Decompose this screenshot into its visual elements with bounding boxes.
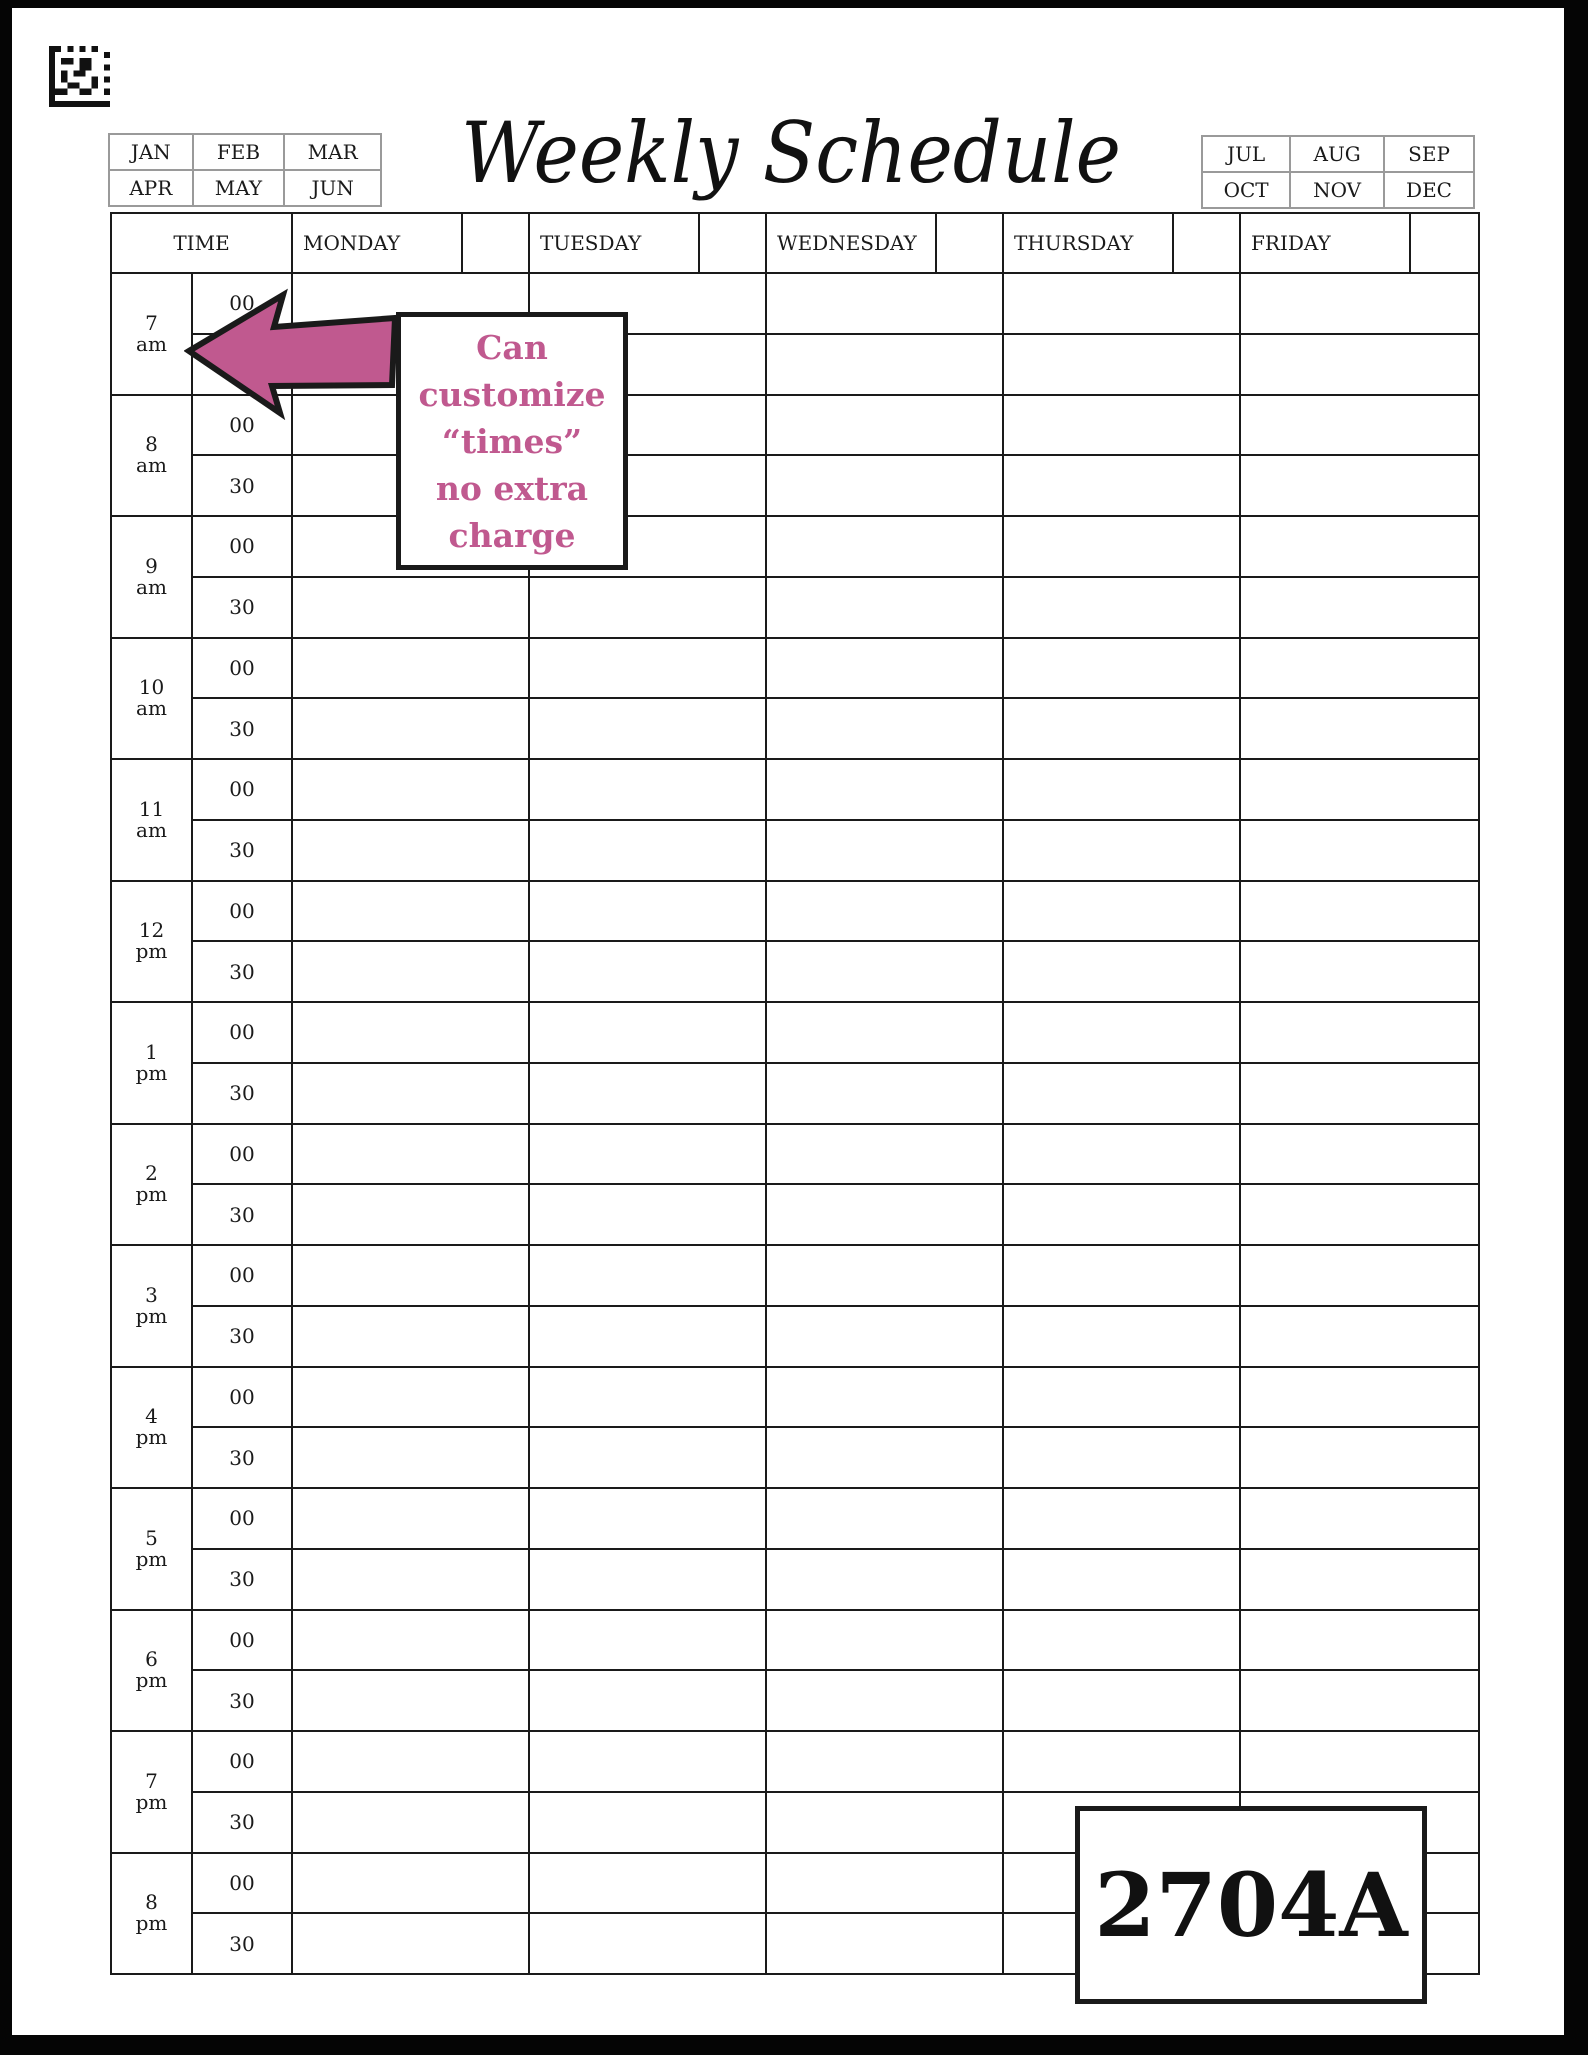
hour-label [111, 1853, 192, 1975]
schedule-cell[interactable] [529, 1367, 766, 1428]
hour-period: pm [135, 1546, 168, 1571]
hour-label [111, 1124, 192, 1246]
schedule-cell[interactable] [1003, 1063, 1240, 1124]
month-aug: AUG [1290, 136, 1384, 172]
schedule-cell[interactable] [1240, 577, 1479, 638]
schedule-cell[interactable] [292, 1549, 529, 1610]
schedule-cell[interactable] [292, 1427, 529, 1488]
hour-label [111, 638, 192, 760]
time-header: TIME [111, 213, 292, 273]
time-slot-row [111, 1670, 1479, 1731]
month-dec: DEC [1384, 172, 1474, 208]
minute-label: 00 [192, 1731, 292, 1792]
schedule-cell[interactable] [292, 1245, 529, 1306]
arrow-left-icon [184, 285, 404, 420]
schedule-cell[interactable] [292, 1367, 529, 1428]
schedule-cell[interactable] [766, 1488, 1003, 1549]
minute-label: 30 [192, 1792, 292, 1853]
schedule-cell[interactable] [766, 1670, 1003, 1731]
schedule-cell[interactable] [1003, 1245, 1240, 1306]
schedule-cell[interactable] [766, 1245, 1003, 1306]
schedule-cell[interactable] [1003, 759, 1240, 820]
schedule-cell[interactable] [1003, 1124, 1240, 1185]
minute-label: 00 [192, 759, 292, 820]
schedule-cell[interactable] [766, 1731, 1003, 1792]
schedule-cell[interactable] [529, 820, 766, 881]
schedule-cell[interactable] [1003, 455, 1240, 516]
time-slot-row [111, 1002, 1479, 1063]
schedule-cell[interactable] [766, 1002, 1003, 1063]
minute-label: 00 [192, 1245, 292, 1306]
schedule-cell[interactable] [292, 941, 529, 1002]
schedule-cell[interactable] [529, 1063, 766, 1124]
schedule-cell[interactable] [1003, 941, 1240, 1002]
day-header-friday: FRIDAY [1240, 213, 1410, 273]
schedule-cell[interactable] [766, 516, 1003, 577]
time-slot-row [111, 1610, 1479, 1671]
time-slot-row [111, 1488, 1479, 1549]
schedule-cell[interactable] [529, 1002, 766, 1063]
svg-text:Weekly Schedule: Weekly Schedule [461, 104, 1121, 202]
time-slot-row [111, 1184, 1479, 1245]
schedule-cell[interactable] [292, 1792, 529, 1853]
time-slot-row [111, 881, 1479, 942]
hour-period: am [136, 817, 167, 842]
hour-number: 4 [145, 1404, 158, 1429]
schedule-cell[interactable] [292, 698, 529, 759]
month-selector-right [1201, 135, 1475, 209]
minute-label: 00 [192, 881, 292, 942]
minute-label: 30 [192, 1184, 292, 1245]
schedule-cell[interactable] [766, 334, 1003, 395]
time-slot-row [111, 577, 1479, 638]
schedule-cell[interactable] [766, 1367, 1003, 1428]
day-header-extra [936, 213, 1003, 273]
minute-label: 00 [192, 1002, 292, 1063]
schedule-cell[interactable] [1240, 1002, 1479, 1063]
hour-label [111, 759, 192, 881]
schedule-cell[interactable] [1240, 1124, 1479, 1185]
schedule-cell[interactable] [529, 1853, 766, 1914]
schedule-cell[interactable] [529, 577, 766, 638]
schedule-cell[interactable] [292, 1731, 529, 1792]
time-slot-row [111, 1731, 1479, 1792]
schedule-cell[interactable] [529, 1124, 766, 1185]
schedule-cell[interactable] [529, 1245, 766, 1306]
schedule-cell[interactable] [766, 1913, 1003, 1974]
time-slot-row [111, 516, 1479, 577]
schedule-cell[interactable] [766, 1853, 1003, 1914]
hour-number: 12 [138, 918, 165, 943]
hour-period: pm [135, 1668, 168, 1693]
hour-label [111, 1367, 192, 1489]
schedule-cell[interactable] [1003, 1549, 1240, 1610]
hour-period: pm [135, 939, 168, 964]
schedule-cell[interactable] [529, 759, 766, 820]
schedule-cell[interactable] [292, 820, 529, 881]
schedule-cell[interactable] [1003, 1427, 1240, 1488]
hour-number: 6 [145, 1647, 158, 1672]
schedule-cell[interactable] [1240, 334, 1479, 395]
schedule-cell[interactable] [1003, 1670, 1240, 1731]
schedule-cell[interactable] [1003, 820, 1240, 881]
day-header-thursday: THURSDAY [1003, 213, 1173, 273]
schedule-cell[interactable] [292, 1670, 529, 1731]
minute-label: 30 [192, 1913, 292, 1974]
datamatrix-code [49, 46, 110, 107]
day-header-extra [699, 213, 766, 273]
hour-period: pm [135, 1060, 168, 1085]
schedule-cell[interactable] [766, 941, 1003, 1002]
minute-label: 00 [192, 516, 292, 577]
schedule-cell[interactable] [292, 1002, 529, 1063]
month-nov: NOV [1290, 172, 1384, 208]
hour-period: am [136, 696, 167, 721]
schedule-cell[interactable] [1240, 1367, 1479, 1428]
schedule-cell[interactable] [766, 1610, 1003, 1671]
schedule-cell[interactable] [1240, 273, 1479, 334]
month-may: MAY [193, 170, 285, 206]
schedule-cell[interactable] [529, 1427, 766, 1488]
schedule-cell[interactable] [292, 1853, 529, 1914]
schedule-cell[interactable] [1240, 1245, 1479, 1306]
schedule-cell[interactable] [766, 820, 1003, 881]
hour-number: 9 [145, 553, 158, 578]
minute-label: 00 [192, 1488, 292, 1549]
schedule-cell[interactable] [766, 455, 1003, 516]
schedule-cell[interactable] [1003, 577, 1240, 638]
minute-label: 30 [192, 820, 292, 881]
minute-label: 30 [192, 698, 292, 759]
schedule-cell[interactable] [766, 273, 1003, 334]
schedule-cell[interactable] [1240, 1184, 1479, 1245]
schedule-cell[interactable] [766, 1306, 1003, 1367]
schedule-cell[interactable] [1240, 638, 1479, 699]
schedule-cell[interactable] [766, 1792, 1003, 1853]
time-slot-row [111, 941, 1479, 1002]
callout-text: Can customize “times” no extra charge [418, 327, 606, 555]
schedule-cell[interactable] [1240, 1731, 1479, 1792]
hour-number: 1 [145, 1039, 158, 1064]
schedule-cell[interactable] [1240, 759, 1479, 820]
hour-period: am [136, 453, 167, 478]
schedule-cell[interactable] [529, 1792, 766, 1853]
schedule-cell[interactable] [529, 941, 766, 1002]
day-header-extra [1410, 213, 1479, 273]
month-apr: APR [109, 170, 193, 206]
minute-label: 30 [192, 941, 292, 1002]
schedule-cell[interactable] [529, 1184, 766, 1245]
schedule-cell[interactable] [529, 1670, 766, 1731]
day-header-tuesday: TUESDAY [529, 213, 699, 273]
schedule-cell[interactable] [1003, 881, 1240, 942]
hour-number: 8 [145, 432, 158, 457]
schedule-cell[interactable] [1240, 1488, 1479, 1549]
schedule-cell[interactable] [529, 1913, 766, 1974]
schedule-cell[interactable] [529, 1731, 766, 1792]
schedule-cell[interactable] [1003, 1002, 1240, 1063]
minute-label: 30 [192, 1670, 292, 1731]
schedule-cell[interactable] [1240, 1610, 1479, 1671]
hour-number: 8 [145, 1890, 158, 1915]
schedule-cell[interactable] [1003, 1367, 1240, 1428]
schedule-cell[interactable] [766, 881, 1003, 942]
schedule-cell[interactable] [292, 1124, 529, 1185]
minute-label: 30 [192, 1549, 292, 1610]
month-jan: JAN [109, 134, 193, 170]
month-sep: SEP [1384, 136, 1474, 172]
schedule-cell[interactable] [766, 1549, 1003, 1610]
hour-number: 3 [145, 1282, 158, 1307]
schedule-cell[interactable] [1240, 455, 1479, 516]
schedule-cell[interactable] [766, 1427, 1003, 1488]
schedule-cell[interactable] [292, 881, 529, 942]
schedule-cell[interactable] [1003, 516, 1240, 577]
schedule-cell[interactable] [1003, 638, 1240, 699]
month-oct: OCT [1202, 172, 1290, 208]
time-slot-row [111, 638, 1479, 699]
schedule-grid [110, 212, 1480, 1975]
minute-label: 00 [192, 638, 292, 699]
minute-label: 00 [192, 395, 292, 456]
hour-label [111, 881, 192, 1003]
hour-label [111, 273, 192, 395]
schedule-cell[interactable] [292, 1184, 529, 1245]
month-selector-left [108, 133, 382, 207]
schedule-cell[interactable] [529, 1488, 766, 1549]
time-slot-row [111, 1306, 1479, 1367]
time-slot-row [111, 1549, 1479, 1610]
hour-number: 7 [145, 1768, 158, 1793]
product-code-box [1075, 1806, 1427, 2004]
hour-number: 10 [138, 675, 165, 700]
schedule-cell[interactable] [292, 638, 529, 699]
schedule-cell[interactable] [766, 395, 1003, 456]
day-header-wednesday: WEDNESDAY [766, 213, 936, 273]
schedule-cell[interactable] [292, 759, 529, 820]
time-slot-row [111, 759, 1479, 820]
schedule-cell[interactable] [529, 1549, 766, 1610]
month-jun: JUN [284, 170, 381, 206]
minute-label: 00 [192, 273, 292, 334]
month-mar: MAR [284, 134, 381, 170]
schedule-cell[interactable] [766, 638, 1003, 699]
hour-number: 2 [145, 1161, 158, 1186]
time-slot-row [111, 455, 1479, 516]
hour-number: 11 [138, 796, 165, 821]
schedule-cell[interactable] [1240, 820, 1479, 881]
month-feb: FEB [193, 134, 285, 170]
schedule-cell[interactable] [529, 1306, 766, 1367]
time-slot-row [111, 1063, 1479, 1124]
schedule-cell[interactable] [292, 1610, 529, 1671]
schedule-cell[interactable] [292, 1488, 529, 1549]
schedule-cell[interactable] [1240, 881, 1479, 942]
time-slot-row [111, 1124, 1479, 1185]
schedule-cell[interactable] [766, 1184, 1003, 1245]
hour-period: am [136, 331, 167, 356]
time-slot-row [111, 1245, 1479, 1306]
schedule-cell[interactable] [1003, 395, 1240, 456]
hour-label [111, 516, 192, 638]
day-header-monday: MONDAY [292, 213, 462, 273]
hour-label [111, 1002, 192, 1124]
minute-label: 00 [192, 1610, 292, 1671]
schedule-cell[interactable] [1240, 1063, 1479, 1124]
minute-label: 30 [192, 1427, 292, 1488]
schedule-cell[interactable] [1240, 1670, 1479, 1731]
schedule-cell[interactable] [292, 1306, 529, 1367]
schedule-cell[interactable] [766, 1124, 1003, 1185]
schedule-cell[interactable] [529, 1610, 766, 1671]
schedule-cell[interactable] [1003, 1488, 1240, 1549]
day-header-extra [462, 213, 529, 273]
schedule-cell[interactable] [1003, 1610, 1240, 1671]
schedule-cell[interactable] [1240, 941, 1479, 1002]
schedule-cell[interactable] [766, 759, 1003, 820]
time-slot-row [111, 1427, 1479, 1488]
schedule-cell[interactable] [529, 698, 766, 759]
minute-label: 30 [192, 455, 292, 516]
hour-period: pm [135, 1182, 168, 1207]
page-title [445, 92, 1137, 222]
schedule-cell[interactable] [292, 577, 529, 638]
schedule-cell[interactable] [766, 698, 1003, 759]
schedule-cell[interactable] [1240, 1427, 1479, 1488]
day-header-extra [1173, 213, 1240, 273]
schedule-cell[interactable] [1003, 1184, 1240, 1245]
minute-label: 30 [192, 1306, 292, 1367]
time-slot-row [111, 1367, 1479, 1428]
schedule-cell[interactable] [1003, 273, 1240, 334]
schedule-cell[interactable] [1003, 334, 1240, 395]
schedule-cell[interactable] [529, 638, 766, 699]
month-jul: JUL [1202, 136, 1290, 172]
schedule-cell[interactable] [1003, 1306, 1240, 1367]
hour-label [111, 1731, 192, 1853]
hour-period: pm [135, 1303, 168, 1328]
hour-period: pm [135, 1789, 168, 1814]
schedule-cell[interactable] [529, 881, 766, 942]
hour-label [111, 1610, 192, 1732]
schedule-cell[interactable] [1240, 1306, 1479, 1367]
schedule-cell[interactable] [766, 577, 1003, 638]
hour-label [111, 1245, 192, 1367]
schedule-cell[interactable] [1240, 516, 1479, 577]
schedule-cell[interactable] [1003, 1731, 1240, 1792]
schedule-cell[interactable] [1003, 698, 1240, 759]
schedule-cell[interactable] [292, 1063, 529, 1124]
hour-label [111, 1488, 192, 1610]
schedule-cell[interactable] [1240, 698, 1479, 759]
schedule-cell[interactable] [1240, 395, 1479, 456]
hour-period: pm [135, 1911, 168, 1936]
hour-number: 5 [145, 1525, 158, 1550]
schedule-cell[interactable] [1240, 1549, 1479, 1610]
hour-period: pm [135, 1425, 168, 1450]
time-slot-row [111, 698, 1479, 759]
hour-number: 7 [145, 310, 158, 335]
minute-label: 00 [192, 1124, 292, 1185]
header-row [111, 213, 1479, 273]
hour-period: am [136, 574, 167, 599]
customize-times-callout [396, 312, 628, 570]
product-code: 2704A [1094, 1853, 1408, 1957]
minute-label: 00 [192, 1853, 292, 1914]
hour-label [111, 395, 192, 517]
minute-label: 30 [192, 577, 292, 638]
minute-label: 00 [192, 1367, 292, 1428]
minute-label: 30 [192, 1063, 292, 1124]
time-slot-row [111, 820, 1479, 881]
schedule-cell[interactable] [766, 1063, 1003, 1124]
schedule-cell[interactable] [292, 1913, 529, 1974]
